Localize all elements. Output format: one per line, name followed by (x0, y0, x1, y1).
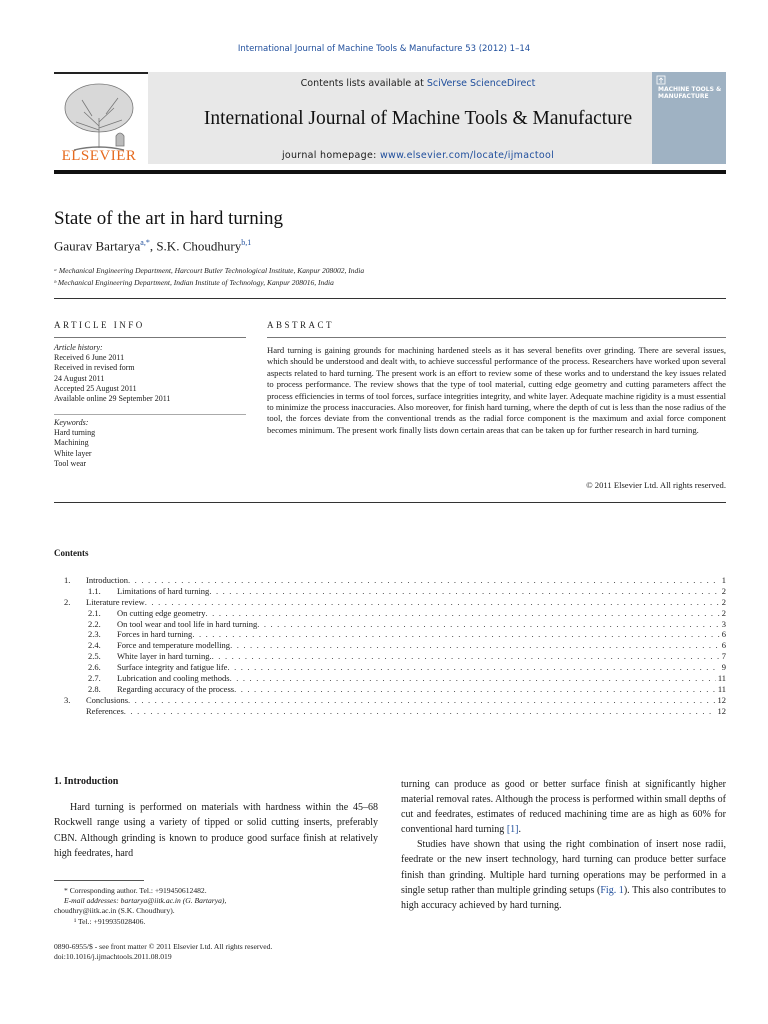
history-line: 24 August 2011 (54, 373, 105, 383)
toc-leader (124, 706, 716, 716)
toc-leader (128, 695, 715, 705)
toc-number: 2.2. (88, 618, 101, 629)
toc-leader (234, 684, 716, 694)
toc-leader (209, 586, 719, 596)
issn-doi-block (54, 942, 272, 962)
toc-label: Conclusions (86, 694, 129, 705)
toc-label: Forces in hard turning (117, 629, 193, 640)
toc-entry[interactable] (54, 629, 726, 640)
footnote-telephone: ¹ Tel.: +919935028406. (74, 916, 146, 926)
toc-entry[interactable] (54, 597, 726, 608)
intro-text: Studies have shown that using the right combination of insert nose radii, feedrate or the new insert technology, hard turning can produce better surface finish than grinding. Multiple hard turning operations may be performed in a single setup rather than multiple grinding setups ( (401, 839, 726, 896)
toc-page: 9 (721, 662, 726, 673)
front-matter-line: 0890-6955/$ - see front matter © 2011 Elsevier Ltd. All rights reserved. (54, 942, 273, 951)
toc-page: 6 (721, 629, 726, 640)
history-line: Received 6 June 2011 (54, 353, 125, 363)
running-head[interactable]: International Journal of Machine Tools & Manufacture 53 (2012) 1–14 (237, 44, 531, 54)
intro-paragraph (401, 837, 726, 912)
toc-label: Lubrication and cooling methods (117, 673, 230, 684)
journal-homepage-line (148, 150, 688, 161)
toc-number: 2.1. (88, 607, 101, 618)
toc-entry[interactable] (54, 684, 726, 695)
toc-leader (230, 640, 720, 650)
keyword: Tool wear (54, 458, 87, 468)
toc-number: 1. (64, 575, 71, 585)
toc-leader (257, 619, 720, 629)
toc-page: 6 (721, 640, 726, 651)
toc-entry[interactable] (54, 640, 726, 651)
toc-leader (227, 662, 719, 672)
toc-number: 3. (64, 694, 71, 705)
keywords-rule (54, 414, 246, 415)
toc-page: 3 (721, 618, 726, 629)
toc-leader (212, 651, 720, 661)
toc-number: 2.3. (88, 629, 101, 640)
toc-page: 2 (721, 607, 726, 618)
abstract-heading: ABSTRACT (267, 320, 335, 330)
introduction-heading: 1. Introduction (54, 776, 119, 787)
history-line: Received in revised form (54, 363, 135, 373)
toc-page: 2 (721, 596, 726, 607)
toc-page: 11 (717, 683, 726, 694)
toc-label: On tool wear and tool life in hard turning (117, 618, 258, 629)
figure-link[interactable]: Fig. 1 (600, 884, 624, 896)
abstract-bottom-rule (54, 502, 726, 503)
cover-logo-icon (656, 75, 666, 85)
toc-leader (128, 575, 720, 585)
toc-page: 2 (721, 585, 726, 596)
toc-page: 11 (717, 673, 726, 684)
journal-masthead (54, 72, 726, 168)
sciencedirect-link[interactable]: SciVerse ScienceDirect (426, 78, 536, 89)
toc-label: On cutting edge geometry (117, 607, 206, 618)
homepage-prefix: journal homepage: (281, 150, 380, 161)
abstract-copyright: © 2011 Elsevier Ltd. All rights reserved. (586, 480, 726, 490)
article-info-heading: ARTICLE INFO (54, 320, 145, 330)
intro-text: turning can produce as good or better surface finish at significantly higher material removal rates. Although the process is performed within small depths of cut and feedrates, estimates of reduced machining time are as high as 60% for conventional hard turning (401, 779, 726, 836)
contents-lists-line (148, 78, 688, 89)
toc-page: 12 (717, 705, 726, 716)
keywords-label: Keywords: (54, 418, 89, 427)
journal-homepage-link[interactable]: www.elsevier.com/locate/ijmactool (379, 150, 555, 161)
toc-number: 2.4. (88, 640, 101, 651)
author-1: Gaurav Bartarya (54, 238, 141, 254)
toc-entry[interactable] (54, 608, 726, 619)
toc-entry[interactable] (54, 586, 726, 597)
keywords (54, 418, 246, 469)
footnote-email[interactable]: choudhry@iitk.ac.in (S.K. Choudhury). (54, 906, 175, 916)
article-info-rule (54, 337, 246, 338)
footnote-corresponding: * Corresponding author. Tel.: +919450612482. (64, 886, 207, 895)
toc-entry[interactable] (54, 662, 726, 673)
cover-title: MACHINE TOOLS & MANUFACTURE (658, 86, 722, 100)
toc-label: Limitations of hard turning (117, 585, 210, 596)
history-line: Available online 29 September 2011 (54, 394, 171, 404)
toc-entry[interactable] (54, 651, 726, 662)
toc-number: 2.5. (88, 651, 101, 662)
author-2-affiliation-marker[interactable]: b,1 (241, 238, 252, 247)
article-history (54, 343, 246, 404)
keyword: White layer (54, 448, 92, 458)
footnote-rule (54, 880, 144, 881)
intro-text: ). This also contributes to high accuracy achieved by hard turning. (401, 884, 727, 911)
article-title: State of the art in hard turning (54, 208, 283, 229)
footnotes (54, 886, 378, 927)
toc-number: 2. (64, 596, 71, 607)
toc-number: 1.1. (88, 585, 101, 596)
toc-page: 7 (721, 651, 726, 662)
toc-label: Introduction (86, 575, 129, 585)
journal-name: International Journal of Machine Tools & Manufacture (203, 108, 633, 129)
contents-lists-prefix: Contents lists available at (300, 78, 427, 89)
history-line: Accepted 25 August 2011 (54, 383, 137, 393)
affiliation-a: ᵃ Mechanical Engineering Department, Harcourt Butler Technological Institute, Kanpur 208002, India (54, 266, 365, 275)
toc-page: 1 (721, 575, 726, 585)
table-of-contents (54, 575, 726, 717)
introduction-left-paragraph: Hard turning is performed on materials with hardness within the 45–68 Rockwell range using a variety of tipped or solid cutting inserts, preferably CBN. Although grinding is known to produce good surface finish at relatively high feedrates, hard (54, 802, 378, 860)
toc-leader (145, 597, 720, 607)
abstract-rule (267, 337, 726, 338)
toc-leader (192, 629, 719, 639)
toc-label: References (86, 705, 124, 716)
keyword: Hard turning (54, 428, 96, 438)
author-separator: , (149, 238, 157, 254)
toc-page: 12 (717, 694, 726, 705)
intro-paragraph (401, 777, 726, 837)
toc-label: Literature review (86, 596, 145, 607)
toc-number: 2.7. (88, 673, 101, 684)
toc-label: White layer in hard turning. (117, 651, 212, 662)
toc-number: 2.6. (88, 662, 101, 673)
contents-title: Contents (54, 548, 89, 558)
toc-entry[interactable] (54, 695, 726, 706)
masthead-rule (54, 170, 726, 174)
toc-entry[interactable] (54, 706, 726, 717)
reference-link[interactable]: [1] (506, 824, 519, 836)
intro-text: . (518, 824, 521, 836)
abstract-text: Hard turning is gaining grounds for machining hardened steels as it has several benefits over grinding. There are several issues, which should be understood and dealt with, to achieve successful performance of the process. Researchers have worked upon several aspects related to hard turning. The present work is an effort to review some of these works and to understand the key issues related to process performance. The review shows that the type of tool material, cutting edge geometry and cutting parameters affect the process efficiencies in terms of tool forces, surface integrities integrity, and white layer. Adequate machine rigidity is a must essential to minimize the process inaccuracies. Also moreover, for finish hard turning, where the depth of cut is less than the nose radius of the tool, the forces deviate from the conventional trends as the radial force component is the maximum and axial force component becomes minimum. The present work finally lists down certain areas that can be taken up for further research in hard turning. (267, 345, 726, 435)
author-2: S.K. Choudhury (156, 238, 242, 254)
doi-line[interactable]: doi:10.1016/j.ijmachtools.2011.08.019 (54, 952, 172, 962)
toc-number: 2.8. (88, 683, 101, 694)
toc-entry[interactable] (54, 673, 726, 684)
toc-label: Regarding accuracy of the process (117, 683, 235, 694)
keyword: Machining (54, 438, 89, 448)
publisher-name: ELSEVIER (61, 148, 137, 164)
header-rule (54, 298, 726, 299)
introduction-right-column (401, 777, 726, 913)
affiliation-b: ᵇ Mechanical Engineering Department, Indian Institute of Technology, Kanpur 208016, India (54, 278, 334, 287)
toc-entry[interactable] (54, 619, 726, 630)
journal-cover-thumbnail[interactable] (652, 72, 726, 164)
toc-leader (206, 608, 720, 618)
toc-entry[interactable] (54, 575, 726, 586)
article-history-label: Article history: (54, 343, 103, 352)
author-list (54, 238, 251, 254)
toc-leader (230, 673, 716, 683)
footnote-email[interactable]: E-mail addresses: bartarya@iitk.ac.in (G. Bartarya), (64, 896, 227, 906)
toc-label: Surface integrity and fatigue life (117, 662, 228, 673)
toc-label: Force and temperature modelling (117, 640, 231, 651)
author-1-affiliation-marker[interactable]: a,* (140, 238, 150, 247)
